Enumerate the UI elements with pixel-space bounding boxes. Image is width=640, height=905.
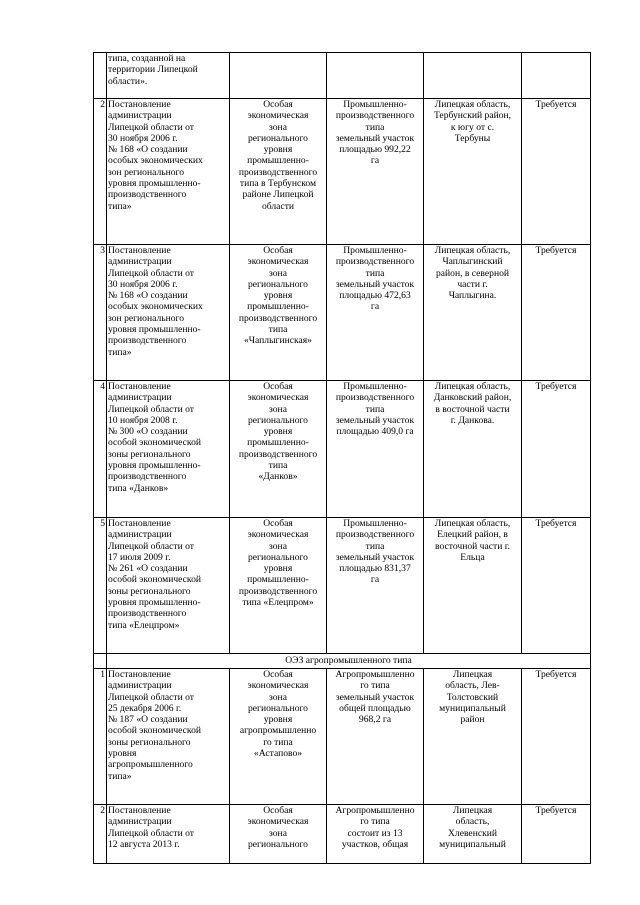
zones-table [93,52,591,864]
zone-characteristics-cell [327,805,424,864]
row-number-cell-text: 4 [100,381,105,392]
table-row [94,245,591,381]
table-row [94,805,591,864]
zone-name-cell [230,245,327,381]
row-number-cell [94,654,107,669]
legal-act-cell [107,53,230,99]
zone-name-cell-text: Особая экономическая зона регионального уровня промышленно- производственного типа «Елецпром» [238,518,318,609]
zone-location-cell-text: Липецкая область, Тербунский район, к югу от с. Тербуны [433,99,512,144]
row-number-cell-text: 2 [100,99,105,110]
zone-characteristics-cell-text: Агропромышленно го типа земельный участок общей площадью 968,2 га [335,669,415,726]
legal-act-cell-text: Постановление администрации Липецкой области от 30 ноября 2006 г. № 168 «О создании особых экономических зон регионального уровня промышленно- производственного типа» [108,99,203,212]
row-number-cell-text: 1 [100,669,105,680]
legal-act-cell-text: типа, созданной на территории Липецкой области». [108,53,198,87]
section-title [107,654,591,669]
zone-name-cell [230,669,327,805]
zone-characteristics-cell [327,381,424,518]
legal-act-cell [107,805,230,864]
zone-location-cell [424,669,522,805]
table-body [94,53,591,864]
zone-location-cell-text: Липецкая область, Лев- Толстовский муниципальный район [439,669,506,726]
zone-location-cell-text: Липецкая область, Елецкий район, в восточной части г. Ельца [434,518,511,563]
table-row [94,669,591,805]
zone-characteristics-cell-text: Промышленно- производственного типа земельный участок площадью 472,63 га [335,245,415,313]
requirement-cell [522,99,591,245]
legal-act-cell-text: Постановление администрации Липецкой области от 17 июля 2009 г. № 261 «О создании особой экономической зоны регионального уровня промышленно- производственного типа «Елецпром» [108,518,202,631]
zone-name-cell-text: Особая экономическая зона регионального уровня промышленно- производственного типа «Чаплыгинская» [238,245,318,347]
row-number-cell [94,53,107,99]
row-number-cell-text: 5 [100,518,105,529]
requirement-cell [522,669,591,805]
zone-characteristics-cell [327,245,424,381]
requirement-cell [522,381,591,518]
row-number-cell [94,381,107,518]
requirement-cell [522,805,591,864]
zone-characteristics-cell [327,518,424,654]
row-number-cell [94,245,107,381]
requirement-cell-text: Требуется [535,245,577,256]
zone-name-cell [230,53,327,99]
legal-act-cell-text: Постановление администрации Липецкой области от 25 декабря 2006 г. № 187 «О создании особой экономической зоны регионального уровня агропромышленного типа» [108,669,202,782]
row-number-cell-text: 3 [100,245,105,256]
zone-location-cell [424,518,522,654]
zone-characteristics-cell [327,669,424,805]
legal-act-cell [107,518,230,654]
zone-characteristics-cell [327,53,424,99]
legal-act-cell [107,669,230,805]
table-row [94,53,591,99]
zone-location-cell [424,245,522,381]
requirement-cell-text: Требуется [535,381,577,392]
zone-characteristics-cell-text: Промышленно- производственного типа земельный участок площадью 992,22 га [335,99,415,167]
zone-characteristics-cell-text: Агропромышленно го типа состоит из 13 участков, общая [335,805,415,850]
section-header-row [94,654,591,669]
zone-location-cell-text: Липецкая область, Данковский район, в восточной части г. Данкова. [433,381,512,426]
zone-name-cell [230,518,327,654]
legal-act-cell-text: Постановление администрации Липецкой области от 12 августа 2013 г. [108,805,195,850]
zone-name-cell-text: Особая экономическая зона регионального [247,805,309,850]
zone-name-cell [230,805,327,864]
requirement-cell [522,245,591,381]
zone-characteristics-cell [327,99,424,245]
zone-name-cell [230,381,327,518]
zone-characteristics-cell-text: Промышленно- производственного типа земельный участок площадью 831,37 га [335,518,415,586]
requirement-cell [522,518,591,654]
requirement-cell-text: Требуется [535,805,577,816]
requirement-cell-text: Требуется [535,669,577,680]
row-number-cell [94,805,107,864]
table-row [94,99,591,245]
requirement-cell [522,53,591,99]
requirement-cell-text: Требуется [535,518,577,529]
row-number-cell [94,99,107,245]
zone-characteristics-cell-text: Промышленно- производственного типа земельный участок площадью 409,0 га [335,381,415,438]
zone-location-cell [424,381,522,518]
table-row [94,381,591,518]
row-number-cell-text: 2 [100,805,105,816]
zone-location-cell [424,53,522,99]
requirement-cell-text: Требуется [535,99,577,110]
zone-location-cell [424,99,522,245]
legal-act-cell [107,381,230,518]
legal-act-cell [107,245,230,381]
zone-location-cell-text: Липецкая область, Хлевенский муниципальный [439,805,506,850]
section-title-text: ОЭЗ агропромышленного типа [285,655,412,666]
table-row [94,518,591,654]
zone-location-cell-text: Липецкая область, Чаплыгинский район, в северной части г. Чаплыгина. [434,245,511,302]
row-number-cell [94,669,107,805]
legal-act-cell-text: Постановление администрации Липецкой области от 10 ноября 2008 г. № 300 «О создании особой экономической зоны регионального уровня промышленно- производственного типа «Данков» [108,381,202,494]
legal-act-cell-text: Постановление администрации Липецкой области от 30 ноября 2006 г. № 168 «О создании особых экономических зон регионального уровня промышленно- производственного типа» [108,245,203,358]
row-number-cell [94,518,107,654]
zone-name-cell [230,99,327,245]
zone-location-cell [424,805,522,864]
zone-name-cell-text: Особая экономическая зона регионального уровня промышленно- производственного типа в Тербунском районе Липецкой области [238,99,318,212]
legal-act-cell [107,99,230,245]
zone-name-cell-text: Особая экономическая зона регионального уровня агропромышленно го типа «Астапово» [239,669,317,760]
zone-name-cell-text: Особая экономическая зона регионального уровня промышленно- производственного типа «Данков» [238,381,318,483]
